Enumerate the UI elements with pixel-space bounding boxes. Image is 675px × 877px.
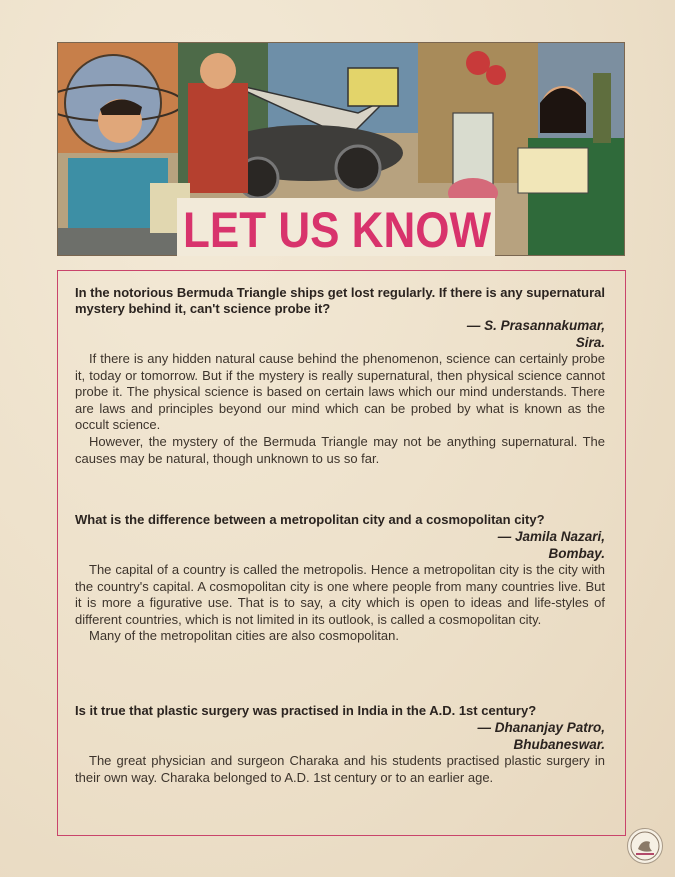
qa-item-3 <box>75 703 605 786</box>
qa-item-2 <box>75 512 605 645</box>
author-name: — Dhananjay Patro, <box>477 720 605 735</box>
answer-paragraph: The great physician and surgeon Charaka and his students practised plastic surgery in their own way. Charaka belonged to A.D. 1st century or to an earlier age. <box>75 753 605 785</box>
author-place: Bombay. <box>548 546 605 561</box>
author-place: Bhubaneswar. <box>513 737 605 752</box>
question: What is the difference between a metropolitan city and a cosmopolitan city? <box>75 512 545 527</box>
answer-paragraph: Many of the metropolitan cities are also cosmopolitan. <box>89 628 399 644</box>
qa-item-1 <box>75 285 605 467</box>
page-title: LET US KNOW <box>183 202 491 258</box>
author-name: — S. Prasannakumar, <box>466 318 605 333</box>
author-place: Sira. <box>575 335 605 350</box>
answer-paragraph: However, the mystery of the Bermuda Triangle may not be anything supernatural. The causes may be natural, though unknown to us so far. <box>75 433 605 466</box>
author-name: — Jamila Nazari, <box>497 529 605 544</box>
question: Is it true that plastic surgery was practised in India in the A.D. 1st century? <box>75 703 537 718</box>
answer-paragraph: The capital of a country is called the metropolis. Hence a metropolitan city is the city with the country's capital. A cosmopolitan city is one where people from many countries live. But it is more a figurative use. That is to say, a city which is open to ideas and life-styles of different countries, which is not limited in its outlook, is called a cosmopolitan city. <box>75 562 605 627</box>
question: In the notorious Bermuda Triangle ships get lost regularly. If there is any supernatural mystery behind it, can't science probe it? <box>75 285 605 316</box>
answer-paragraph: If there is any hidden natural cause behind the phenomenon, science can certainly probe it, today or tomorrow. But if the mystery is really supernatural, then physical science cannot probe it. The physical science is based on certain laws which our mind understands. There are laws and principles beyond our mind which can be probed by what is known as the occult science. <box>75 351 605 433</box>
publisher-logo-icon <box>627 828 663 864</box>
